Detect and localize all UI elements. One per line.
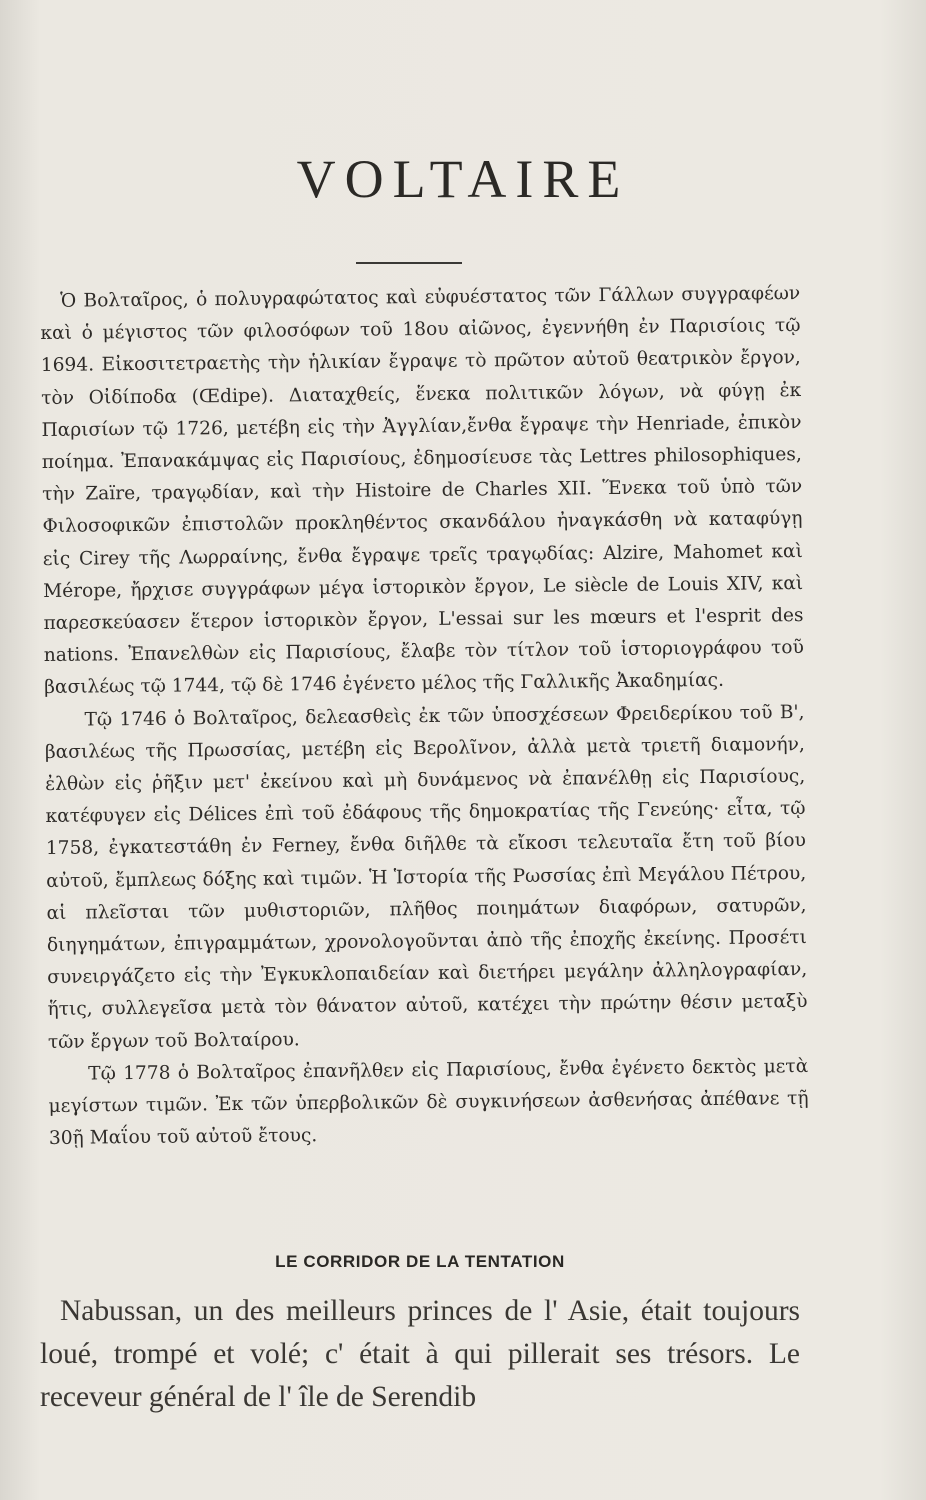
page-title: VOLTAIRE xyxy=(296,149,630,209)
story-text: Nabussan, un des meilleurs princes de l' Asie, était toujours loué, trompé et volé; c' était à qui pillerait ses trésors. Le receveur général de l' île de Serendib xyxy=(40,1295,800,1413)
bio-paragraph-3: Τῷ 1778 ὁ Βολταῖρος ἐπανῆλθεν εἰς Παρισίους, ἔνθα ἐγένετο δεκτὸς μετὰ μεγίστων τιμῶν. Ἐκ τῶν ὑπερβολικῶν δὲ συγκινήσεων ἀσθενήσας ἀπέθανε τῇ 30ῇ Μαΐου τοῦ αὐτοῦ ἔτους. xyxy=(48,1055,809,1150)
biography-text xyxy=(40,278,809,1155)
bio-paragraph-2: Τῷ 1746 ὁ Βολταῖρος, δελεασθεὶς ἐκ τῶν ὑποσχέσεων Φρειδερίκου τοῦ Β', βασιλέως τῆς Πρωσσίας, μετέβη εἰς Βερολῖνον, ἀλλὰ μετὰ τριετῆ διαμονήν, ἐλθὼν εἰς ῥῆξιν μετ' ἐκείνου καὶ μὴ δυνάμενος νὰ ἐπανέλθῃ εἰς Παρισίους, κατέφυγεν εἰς Délices ἐπὶ τοῦ ἐδάφους τῆς δημοκρατίας τῆς Γενεύης· εἶτα, τῷ 1758, ἐγκατεστάθη ἐν Ferney, ἔνθα διῆλθε τὰ εἴκοσι τελευταῖα ἔτη τοῦ βίου αὐτοῦ, ἔμπλεως δόξης καὶ τιμῶν. Ἡ Ἱστορία τῆς Ρωσσίας ἐπὶ Μεγάλου Πέτρου, αἱ πλεῖσται τῶν μυθιστοριῶν, πλῆθος ποιημάτων διαφόρων, σατυρῶν, διηγημάτων, ἐπιγραμμάτων, χρονολογοῦνται ἀπὸ τῆς ἐποχῆς ἐκείνης. Προσέτι συνειργάζετο εἰς τὴν Ἐγκυκλοπαιδείαν καὶ διετήρει μεγάλην ἀλληλογραφίαν, ἥτις, συλλεγεῖσα μετὰ τὸν θάνατον αὐτοῦ, κατέχει τὴν πρώτην θέσιν μεταξὺ τῶν ἔργων τοῦ Βολταίρου. xyxy=(44,701,808,1053)
title-divider xyxy=(356,262,462,264)
bio-paragraph-1: Ὁ Βολταῖρος, ὁ πολυγραφώτατος καὶ εὐφυέστατος τῶν Γάλλων συγγραφέων καὶ ὁ μέγιστος τῶν φιλοσόφων τοῦ 18ου αἰῶνος, ἐγεννήθη ἐν Παρισίοις τῷ 1694. Εἰκοσιτετραετὴς τὴν ἡλικίαν ἔγραψε τὸ πρῶτον αὐτοῦ θεατρικὸν ἔργον, τὸν Οἰδίποδα (Œdipe). Διαταχθείς, ἕνεκα πολιτικῶν λόγων, νὰ φύγῃ ἐκ Παρισίων τῷ 1726, μετέβη εἰς τὴν Ἀγγλίαν,ἔνθα ἔγραψε τὴν Henriade, ἐπικὸν ποίημα. Ἐπανακάμψας εἰς Παρισίους, ἐδημοσίευσε τὰς Lettres philosophiques, τὴν Zaïre, τραγῳδίαν, καὶ τὴν Histoire de Charles XII. Ἕνεκα τοῦ ὑπὸ τῶν Φιλοσοφικῶν ἐπιστολῶν προκληθέντος σκανδάλου ἠναγκάσθη νὰ καταφύγῃ εἰς Cirey τῆς Λωρραίνης, ἔνθα ἔγραψε τρεῖς τραγῳδίας: Alzire, Mahomet καὶ Mérope, ἤρχισε συγγράφων μέγα ἱστορικὸν ἔργον, Le siècle de Louis XIV, καὶ παρεσκεύασεν ἕτερον ἱστορικὸν ἔργον, L'essai sur les mœurs et l'esprit des nations. Ἐπανελθὼν εἰς Παρισίους, ἔλαβε τὸν τίτλον τοῦ ἱστοριογράφου τοῦ βασιλέως τῷ 1744, τῷ δὲ 1746 ἐγένετο μέλος τῆς Γαλλικῆς Ἀκαδημίας. xyxy=(40,283,804,699)
story-heading: LE CORRIDOR DE LA TENTATION xyxy=(275,1252,565,1271)
